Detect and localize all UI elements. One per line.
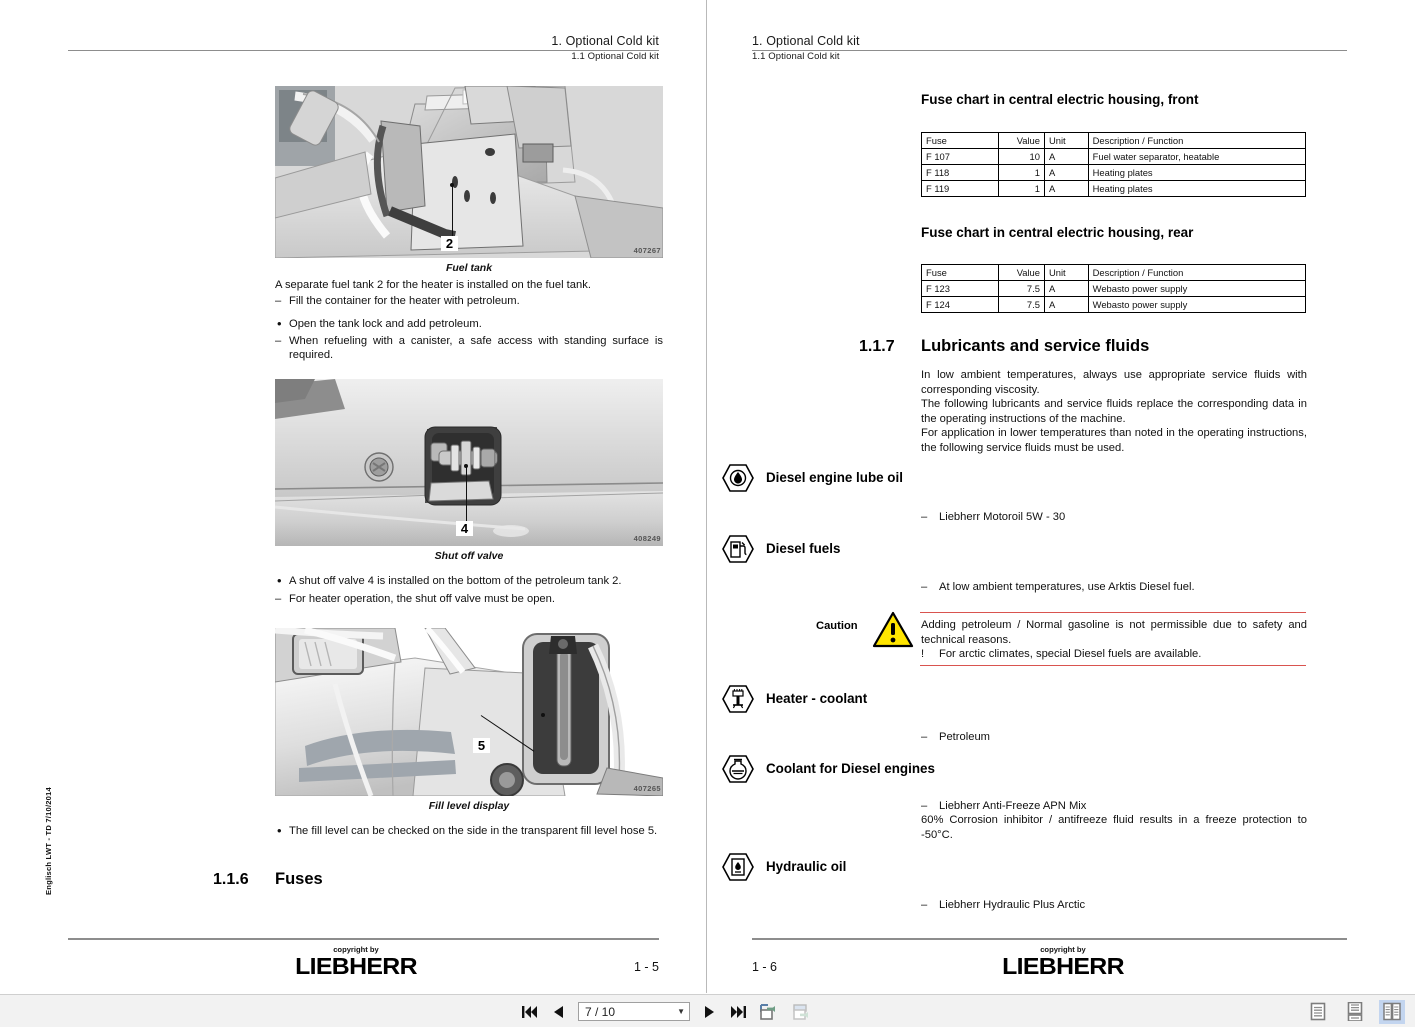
cell-value: 7.5 xyxy=(999,297,1045,313)
col-header-description: Description / Function xyxy=(1088,133,1305,149)
lubricant-item-text: Liebherr Motoroil 5W - 30 xyxy=(939,511,1066,523)
section-title-lubricants: Lubricants and service fluids xyxy=(921,337,1150,355)
table-fuse-chart-rear xyxy=(921,264,1306,313)
cell-fuse: F 118 xyxy=(922,165,999,181)
figure-leader-dot xyxy=(464,464,468,468)
table-header-row xyxy=(922,133,1306,149)
text-block-fuel-tank xyxy=(275,278,663,363)
lubricant-title-coolant-for-diesel-engines: Coolant for Diesel engines xyxy=(766,761,935,776)
cell-unit: A xyxy=(1044,281,1088,297)
col-header-value: Value xyxy=(999,133,1045,149)
figure-leader-line xyxy=(466,467,467,523)
cell-fuse: F 124 xyxy=(922,297,999,313)
table-header-row xyxy=(922,265,1306,281)
page-number-value: 7 / 10 xyxy=(585,1004,616,1019)
heading-fuse-chart-rear: Fuse chart in central electric housing, rear xyxy=(921,225,1194,240)
section-number-117: 1.1.7 xyxy=(859,338,895,355)
radiator-coolant-hex-icon xyxy=(722,753,754,785)
table-row xyxy=(922,165,1306,181)
col-header-fuse: Fuse xyxy=(922,133,999,149)
dash-marker: – xyxy=(275,592,282,605)
text-block-shut-off-valve xyxy=(275,573,663,606)
table-fuse-chart-front xyxy=(921,132,1306,197)
intro-paragraph-1: In low ambient temperatures, always use appropriate service fluids with corresponding viscosity. xyxy=(921,369,1307,396)
page-header-title-left: 1. Optional Cold kit xyxy=(551,34,659,48)
cell-value: 10 xyxy=(999,149,1045,165)
lubricant-item-text: Petroleum xyxy=(939,731,990,743)
col-header-fuse: Fuse xyxy=(922,265,999,281)
figure-fuel-tank xyxy=(275,86,663,274)
list-item-fill-level-check xyxy=(275,824,663,839)
chevron-down-icon[interactable]: ▼ xyxy=(677,1007,685,1016)
lubricant-item-coolant-for-diesel-engines xyxy=(921,799,1086,814)
cell-unit: A xyxy=(1044,165,1088,181)
lubricant-item-text: Liebherr Anti-Freeze APN Mix xyxy=(939,800,1087,812)
lubricant-item-heater-coolant xyxy=(921,730,990,745)
cell-unit: A xyxy=(1044,181,1088,197)
caution-bang-marker: ! xyxy=(921,648,925,660)
dash-marker: – xyxy=(921,899,928,911)
duplicate-window-icon[interactable] xyxy=(790,1001,814,1023)
col-header-unit: Unit xyxy=(1044,133,1088,149)
page-number-input[interactable] xyxy=(578,1002,690,1021)
lubricant-title-diesel-engine-lube-oil: Diesel engine lube oil xyxy=(766,470,903,485)
figure-caption-3: Fill level display xyxy=(428,800,510,812)
caution-line2-text: For arctic climates, special Diesel fuels are available. xyxy=(939,648,1202,660)
continuous-page-view-icon[interactable] xyxy=(1342,1000,1368,1024)
figure-leader-line xyxy=(452,186,453,238)
previous-page-icon[interactable] xyxy=(549,1001,569,1023)
list-item-shut-off-valve-installed xyxy=(275,574,663,589)
liebherr-logo-left: LIEBHERR xyxy=(295,953,417,979)
viewer-toolbar xyxy=(0,994,1415,1027)
table-row xyxy=(922,149,1306,165)
page-header-title-right: 1. Optional Cold kit xyxy=(752,34,860,48)
dash-marker: – xyxy=(921,800,928,812)
figure-caption-1: Fuel tank xyxy=(445,262,493,274)
dash-marker: – xyxy=(921,511,928,523)
footer-copyright-right: copyright by xyxy=(1040,945,1086,954)
cell-description: Heating plates xyxy=(1088,181,1305,197)
list-item-text: When refueling with a canister, a safe access with standing surface is required. xyxy=(289,334,663,362)
list-item-text: For heater operation, the shut off valve must be open. xyxy=(289,592,555,605)
figure-image-fuel-tank xyxy=(275,86,663,258)
intro-paragraph-2: The following lubricants and service fluids replace the corresponding data in the operating instructions of the machine. xyxy=(921,398,1307,425)
page-header-rule-left xyxy=(68,50,659,51)
page-navigation-group xyxy=(520,995,814,1027)
page-number-left: 1 - 5 xyxy=(633,960,659,974)
liebherr-logo-right: LIEBHERR xyxy=(1002,953,1124,979)
col-header-description: Description / Function xyxy=(1088,265,1305,281)
lubricant-item-diesel-engine-lube-oil xyxy=(921,510,1065,525)
side-edition-text: Englisch LWT - TD 7/10/2014 xyxy=(44,787,53,895)
bullet-marker: • xyxy=(277,316,282,332)
caution-text-line-2 xyxy=(921,647,1307,662)
view-mode-group xyxy=(1305,995,1405,1027)
document-page-left[interactable] xyxy=(0,0,707,993)
figure-number-2: 408249 xyxy=(633,534,661,543)
cell-description: Webasto power supply xyxy=(1088,297,1305,313)
figure-number-3: 407265 xyxy=(633,784,661,793)
figure-callout-5: 5 xyxy=(473,738,490,753)
figure-caption-2: Shut off valve xyxy=(434,550,504,562)
cell-value: 7.5 xyxy=(999,281,1045,297)
cell-description: Fuel water separator, heatable xyxy=(1088,149,1305,165)
figure-leader-dot xyxy=(450,183,454,187)
cell-fuse: F 107 xyxy=(922,149,999,165)
figure-shut-off-valve xyxy=(275,379,663,562)
bullet-marker: • xyxy=(277,823,282,838)
cell-description: Webasto power supply xyxy=(1088,281,1305,297)
cell-unit: A xyxy=(1044,149,1088,165)
lubricant-item-text: Liebherr Hydraulic Plus Arctic xyxy=(939,899,1086,911)
first-page-icon[interactable] xyxy=(520,1001,540,1023)
two-page-view-icon[interactable] xyxy=(1379,1000,1405,1024)
list-item-text: The fill level can be checked on the side in the transparent fill level hose 5. xyxy=(289,825,658,837)
lubricant-item-text: At low ambient temperatures, use Arktis Diesel fuel. xyxy=(939,581,1195,593)
heading-fuse-chart-front: Fuse chart in central electric housing, front xyxy=(921,92,1199,107)
caution-label: Caution xyxy=(816,620,858,632)
caution-text-line-1: Adding petroleum / Normal gasoline is not permissible due to safety and technical reasons. xyxy=(921,619,1307,646)
figure-callout-2: 2 xyxy=(441,236,458,251)
lubricant-item-diesel-fuels xyxy=(921,580,1195,595)
table-row xyxy=(922,181,1306,197)
open-in-window-icon[interactable] xyxy=(757,1001,781,1023)
bullet-marker: • xyxy=(277,573,282,588)
caution-rule-top xyxy=(920,612,1306,613)
caution-rule-bottom xyxy=(920,665,1306,666)
page-header-subtitle-left: 1.1 Optional Cold kit xyxy=(571,51,659,62)
page-footer-rule-right xyxy=(752,938,1347,940)
last-page-icon[interactable] xyxy=(728,1001,748,1023)
col-header-unit: Unit xyxy=(1044,265,1088,281)
lubricant-item-hydraulic-oil xyxy=(921,898,1085,913)
document-page-right[interactable] xyxy=(708,0,1415,993)
lubricant-title-hydraulic-oil: Hydraulic oil xyxy=(766,859,847,874)
list-item-fill-container xyxy=(275,294,663,309)
lubricant-item-coolant-extra: 60% Corrosion inhibitor / antifreeze fluid results in a freeze protection to -50°C. xyxy=(921,814,1307,841)
figure-callout-4: 4 xyxy=(456,521,473,536)
cell-value: 1 xyxy=(999,165,1045,181)
list-item-text: Open the tank lock and add petroleum. xyxy=(289,318,482,331)
cell-unit: A xyxy=(1044,297,1088,313)
intro-paragraph-3: For application in lower temperatures than noted in the operating instructions, the following service fluids must be used. xyxy=(921,427,1307,454)
cell-fuse: F 119 xyxy=(922,181,999,197)
table-row xyxy=(922,281,1306,297)
dash-marker: – xyxy=(921,581,928,593)
section-title-fuses: Fuses xyxy=(275,870,323,888)
section-number-116: 1.1.6 xyxy=(213,871,249,888)
list-item-heater-operation xyxy=(275,592,663,607)
page-footer-rule-left xyxy=(68,938,659,940)
list-item-text: Fill the container for the heater with petroleum. xyxy=(289,294,520,307)
figure-number-1: 407267 xyxy=(633,246,661,255)
dash-marker: – xyxy=(275,334,282,347)
figure-image-fill-level-display xyxy=(275,628,663,796)
fuel-pump-hex-icon xyxy=(722,533,754,565)
dash-marker: – xyxy=(275,294,282,307)
cell-value: 1 xyxy=(999,181,1045,197)
list-item-refueling-canister xyxy=(275,334,663,363)
paragraph-intro: A separate fuel tank 2 for the heater is installed on the fuel tank. xyxy=(275,279,591,291)
footer-copyright-left: copyright by xyxy=(333,945,379,954)
figure-image-shut-off-valve xyxy=(275,379,663,546)
cell-description: Heating plates xyxy=(1088,165,1305,181)
warning-triangle-icon xyxy=(872,611,914,648)
page-header-subtitle-right: 1.1 Optional Cold kit xyxy=(752,51,840,62)
dash-marker: – xyxy=(921,731,928,743)
page-number-right: 1 - 6 xyxy=(752,960,778,974)
figure-leader-dot xyxy=(541,713,545,717)
lubricant-title-diesel-fuels: Diesel fuels xyxy=(766,541,841,556)
page-header-rule-right xyxy=(752,50,1347,51)
next-page-icon[interactable] xyxy=(699,1001,719,1023)
lubricant-title-heater-coolant: Heater - coolant xyxy=(766,691,868,706)
hydraulic-oil-hex-icon xyxy=(722,851,754,883)
col-header-value: Value xyxy=(999,265,1045,281)
table-row xyxy=(922,297,1306,313)
list-item-open-tank-lock xyxy=(275,317,663,332)
heater-coolant-hex-icon xyxy=(722,683,754,715)
text-block-fill-level xyxy=(275,823,663,839)
single-page-view-icon[interactable] xyxy=(1305,1000,1331,1024)
figure-fill-level-display xyxy=(275,628,663,812)
oil-drop-hex-icon xyxy=(722,462,754,494)
list-item-text: A shut off valve 4 is installed on the bottom of the petroleum tank 2. xyxy=(289,575,622,587)
cell-fuse: F 123 xyxy=(922,281,999,297)
